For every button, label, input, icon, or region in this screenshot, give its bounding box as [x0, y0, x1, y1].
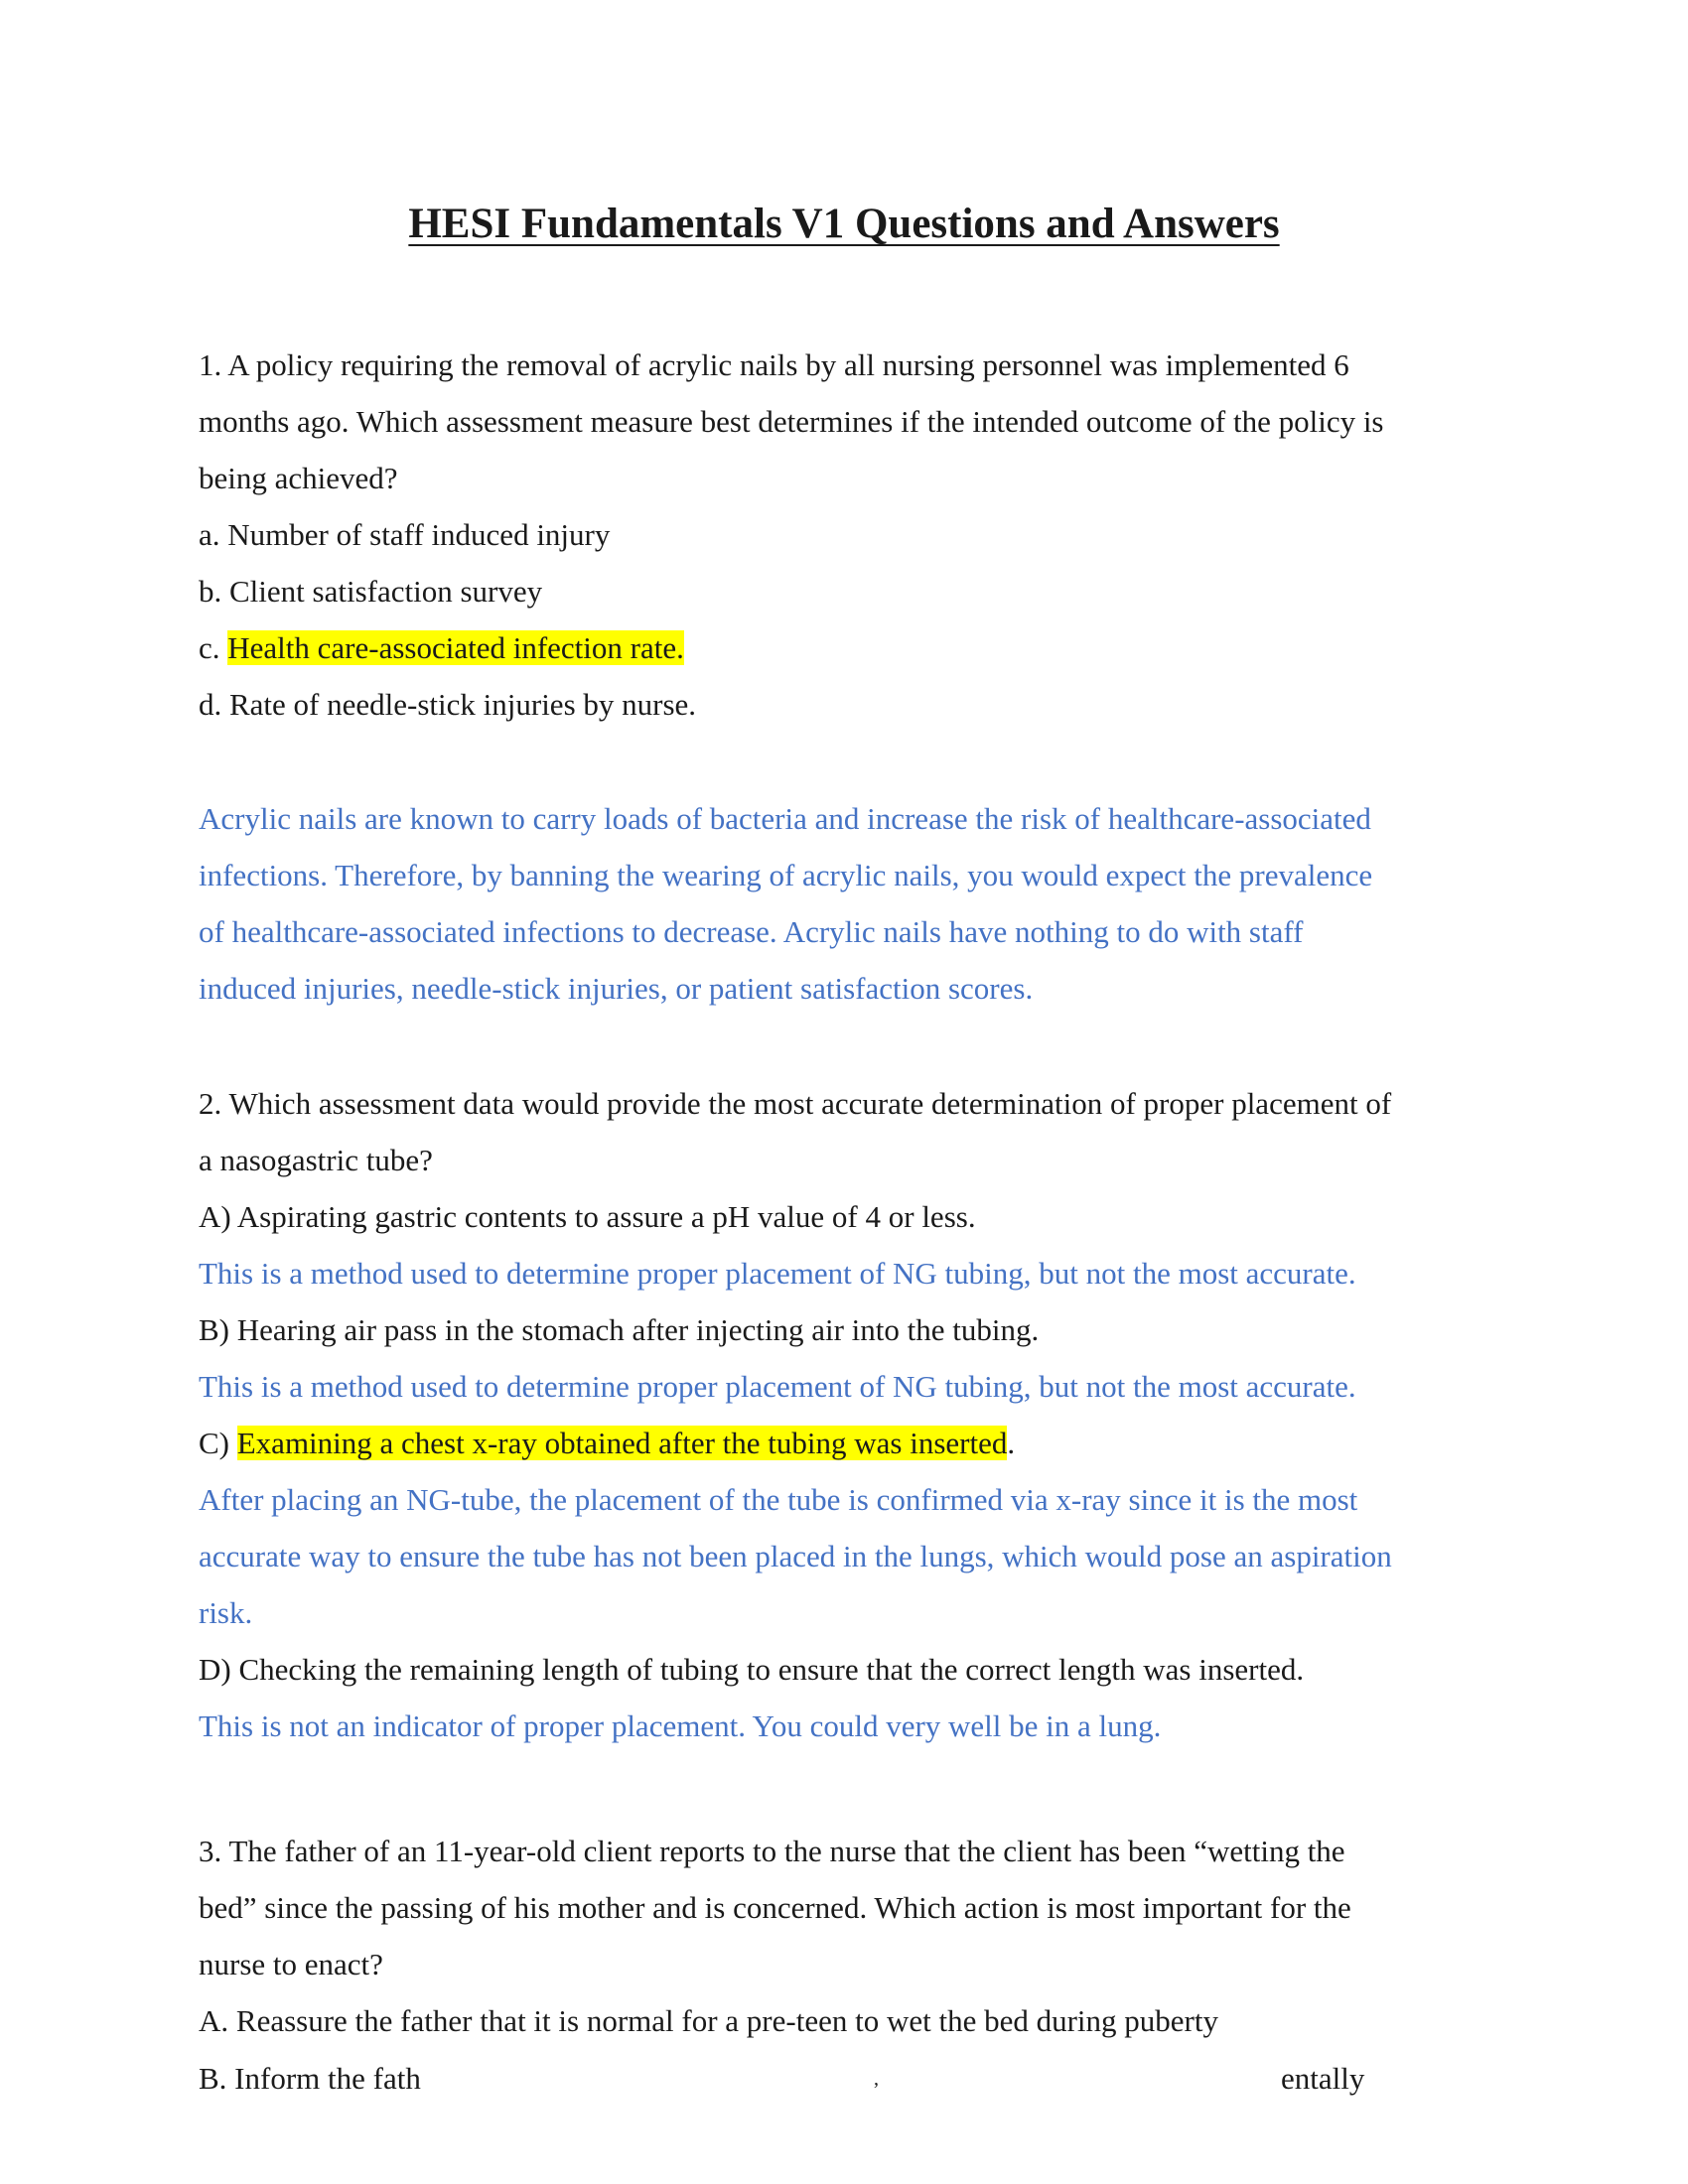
q1-rationale-line-3: of healthcare-associated infections to decrease. Acrylic nails have nothing to do with staff — [199, 914, 1304, 949]
q1-option-d: d. Rate of needle-stick injuries by nurse. — [199, 687, 697, 722]
q2-correct-answer-highlight: Examining a chest x-ray obtained after the tubing was inserted — [236, 1426, 1008, 1460]
q1-stem-line-3: being achieved? — [199, 461, 398, 495]
q2-stem-line-1: 2. Which assessment data would provide the most accurate determination of proper placement of — [199, 1086, 1392, 1121]
document-title: HESI Fundamentals V1 Questions and Answers — [408, 201, 1280, 247]
q2-option-c-label: C) — [199, 1426, 237, 1460]
q1-rationale-line-4: induced injuries, needle-stick injuries, or patient satisfaction scores. — [199, 971, 1034, 1006]
q3-stem-line-3: nurse to enact? — [199, 1947, 383, 1981]
q1-option-a: a. Number of staff induced injury — [199, 517, 611, 552]
q1-stem-line-2: months ago. Which assessment measure best determines if the intended outcome of the policy is — [199, 404, 1384, 439]
q2-option-d: D) Checking the remaining length of tubing to ensure that the correct length was inserted. — [199, 1652, 1305, 1687]
q2-stem-line-2: a nasogastric tube? — [199, 1143, 433, 1177]
q2-option-b: B) Hearing air pass in the stomach after injecting air into the tubing. — [199, 1312, 1040, 1347]
q3-stem-line-1: 3. The father of an 11-year-old client reports to the nurse that the client has been “wetting the — [199, 1834, 1345, 1868]
q1-option-c — [199, 626, 684, 670]
q1-correct-answer-highlight: Health care-associated infection rate. — [227, 630, 684, 665]
q1-stem-line-1: 1. A policy requiring the removal of acrylic nails by all nursing personnel was implemented 6 — [199, 347, 1349, 382]
q1-rationale-line-2: infections. Therefore, by banning the wearing of acrylic nails, you would expect the prevalence — [199, 858, 1373, 892]
q3-stem-line-2: bed” since the passing of his mother and is concerned. Which action is most important for the — [199, 1890, 1351, 1925]
q2-option-a: A) Aspirating gastric contents to assure a pH value of 4 or less. — [199, 1199, 976, 1234]
q3-option-a: A. Reassure the father that it is normal for a pre-teen to wet the bed during puberty — [199, 2003, 1218, 2038]
q2-option-c-note-line-2: accurate way to ensure the tube has not been placed in the lungs, which would pose an aspiration — [199, 1539, 1392, 1573]
q2-option-a-note: This is a method used to determine proper placement of NG tubing, but not the most accurate. — [199, 1256, 1356, 1291]
q2-option-c-note-line-3: risk. — [199, 1595, 253, 1630]
q2-option-d-note: This is not an indicator of proper placement. You could very well be in a lung. — [199, 1708, 1162, 1743]
q1-option-c-label: c. — [199, 630, 228, 665]
q2-option-c — [199, 1422, 1015, 1465]
q3-option-b-start: B. Inform the fath — [199, 2061, 421, 2096]
q2-option-c-note-line-1: After placing an NG-tube, the placement of the tube is confirmed via x-ray since it is the most — [199, 1482, 1358, 1517]
q1-option-b: b. Client satisfaction survey — [199, 574, 543, 609]
q1-rationale-line-1: Acrylic nails are known to carry loads of bacteria and increase the risk of healthcare-associated — [199, 801, 1371, 836]
q2-option-b-note: This is a method used to determine proper placement of NG tubing, but not the most accurate. — [199, 1369, 1356, 1404]
q3-option-b-fragment: ‚ — [873, 2068, 880, 2090]
q3-option-b-end: entally — [1281, 2061, 1365, 2096]
q2-option-c-period: . — [1007, 1426, 1016, 1460]
